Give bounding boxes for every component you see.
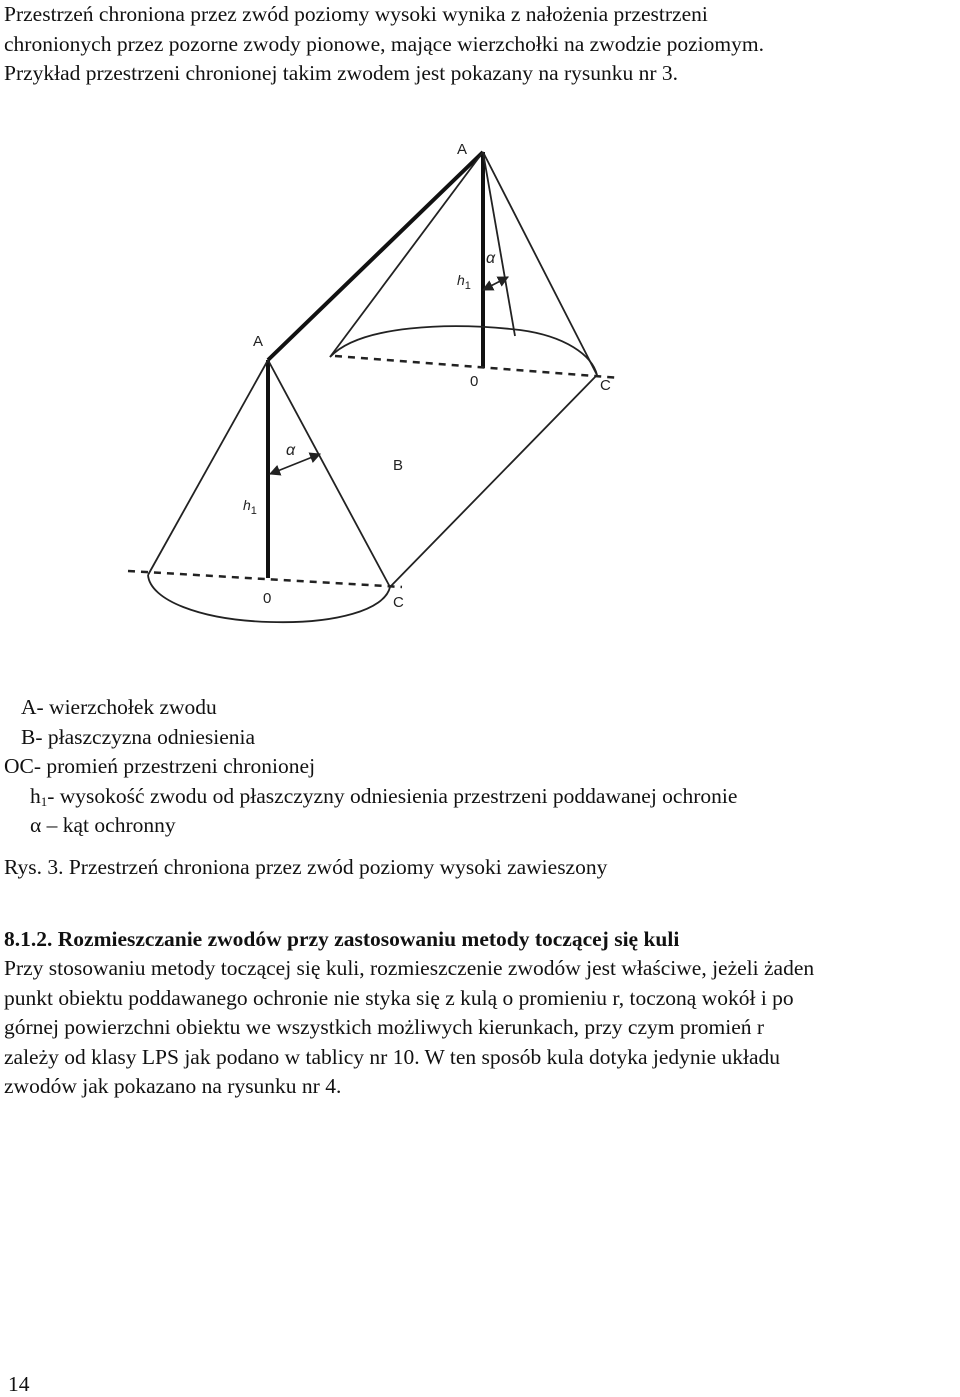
label-top-h (457, 272, 471, 292)
paragraph-line: zależy od klasy LPS jak podano w tablicy nr 10. W ten sposób kula dotyka jedynie układu (4, 1044, 781, 1069)
label-left-h (243, 497, 257, 517)
page-number: 14 (8, 1372, 30, 1396)
envelope-lower-edge (390, 375, 597, 587)
paragraph-line: punkt obiektu poddawanego ochronie nie styka się z kulą o promieniu r, toczoną wokół i po (4, 985, 794, 1010)
protection-zone-diagram (0, 0, 960, 660)
legend-h-symbol: h (30, 784, 41, 808)
legend-item-oc: OC- promień przestrzeni chronionej (4, 754, 316, 778)
left-reference-line (128, 571, 402, 587)
legend-h-subscript: 1 (40, 794, 48, 809)
paragraph-line: zwodów jak pokazano na rysunku nr 4. (4, 1074, 342, 1098)
legend-item-h1 (30, 782, 737, 812)
intro-line: Przykład przestrzeni chronionej takim zwodem jest pokazany na rysunku nr 3. (4, 61, 679, 85)
label-top-zero: 0 (470, 373, 479, 390)
section-paragraph (4, 954, 959, 1102)
label-top-a: A (457, 141, 468, 158)
section-heading: 8.1.2. Rozmieszczanie zwodów przy zastosowaniu metody toczącej się kuli (4, 927, 680, 951)
left-cone-right-edge (268, 360, 390, 587)
label-left-h-subscript: 1 (250, 505, 257, 517)
label-left-a: A (253, 333, 264, 350)
label-left-h-letter: h (243, 497, 251, 513)
figure-caption: Rys. 3. Przestrzeń chroniona przez zwód poziomy wysoki zawieszony (4, 855, 608, 879)
label-top-h-subscript: 1 (464, 280, 471, 292)
legend-h-text: - wysokość zwodu od płaszczyzny odniesienia przestrzeni poddawanej ochronie (47, 784, 738, 808)
label-top-h-letter: h (457, 272, 465, 288)
top-cone-inner-edge (483, 152, 515, 336)
paragraph-line: Przy stosowaniu metody toczącej się kuli, rozmieszczenie zwodów jest właściwe, jeżeli żaden (4, 956, 815, 980)
label-left-c: C (393, 594, 404, 611)
left-cone-left-edge (148, 360, 268, 575)
label-top-alpha: α (486, 250, 496, 267)
top-angle-arrow (483, 277, 508, 290)
top-base-arc (330, 326, 597, 375)
label-left-zero: 0 (263, 590, 272, 607)
legend-item-a: A- wierzchołek zwodu (21, 695, 217, 719)
legend-item-b: B- płaszczyzna odniesienia (21, 725, 256, 749)
horizontal-conductor (268, 152, 483, 360)
top-cone-right-edge (483, 152, 597, 375)
label-left-alpha: α (286, 442, 296, 459)
intro-line: Przestrzeń chroniona przez zwód poziomy wysoki wynika z nałożenia przestrzeni (4, 2, 708, 26)
paragraph-line: górnej powierzchni obiektu we wszystkich możliwych kierunkach, przy czym promień r (4, 1015, 765, 1039)
label-top-c: C (600, 377, 611, 394)
legend-item-alpha: α – kąt ochronny (30, 813, 176, 837)
label-plane-b: B (393, 457, 404, 474)
intro-line: chronionych przez pozorne zwody pionowe, mające wierzchołki na zwodzie poziomym. (4, 31, 764, 56)
